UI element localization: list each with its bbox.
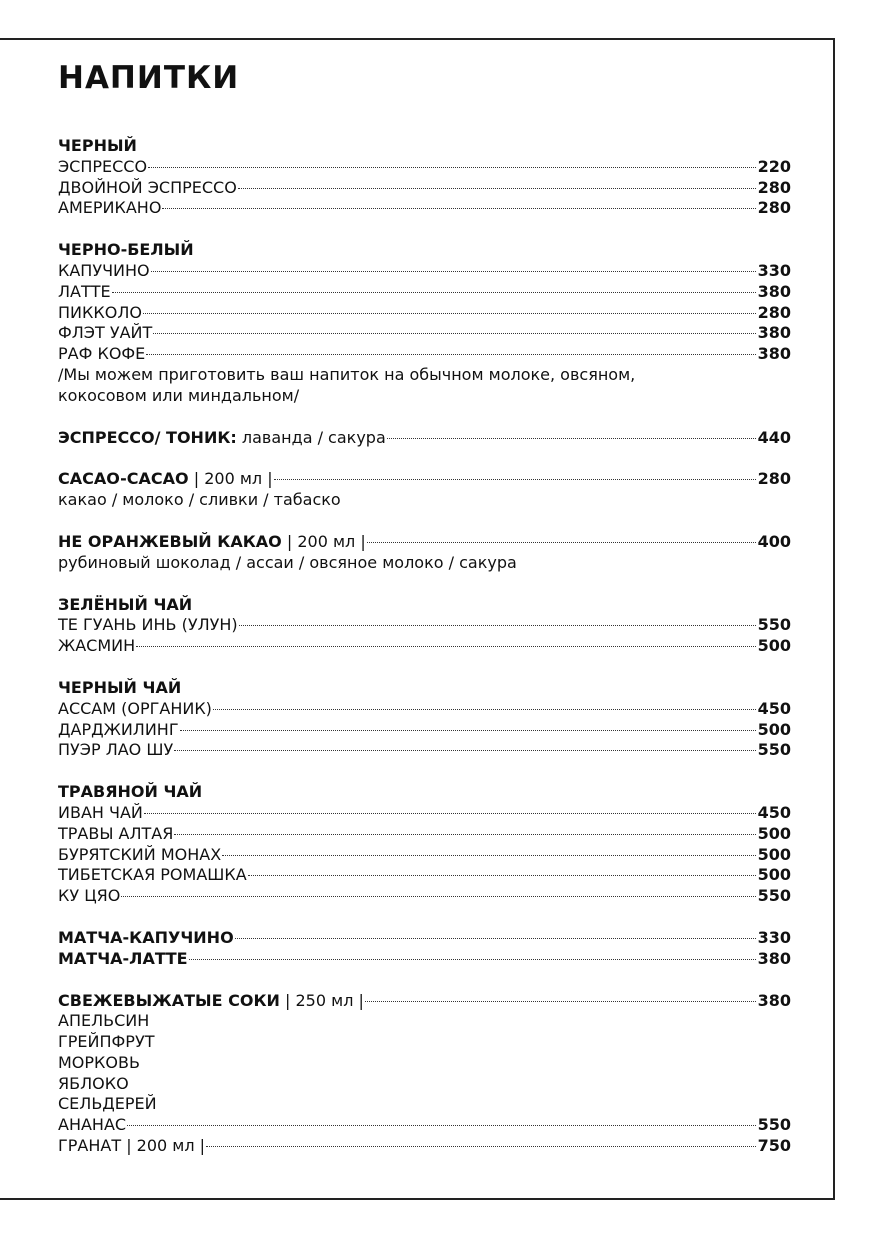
item-name: КАПУЧИНО [58, 260, 150, 280]
menu-item [58, 428, 791, 449]
section-heading: ЧЕРНО-БЕЛЫЙ [58, 240, 194, 260]
item-price: 220 [757, 156, 791, 176]
item-volume: | 200 мл | [281, 531, 366, 551]
menu-item [58, 615, 791, 636]
dot-leader [274, 479, 756, 480]
item-price: 550 [757, 615, 791, 635]
dot-leader [146, 354, 755, 355]
item-name: ТИБЕТСКАЯ РОМАШКА [58, 865, 247, 885]
item-name: ПУЭР ЛАО ШУ [58, 740, 174, 760]
section-juices [58, 991, 791, 1157]
item-label [58, 532, 366, 553]
juice-option: СЕЛЬДЕРЕЙ [58, 1094, 157, 1114]
juice-option: АПЕЛЬСИН [58, 1011, 150, 1031]
item-name: ФЛЭТ УАЙТ [58, 323, 153, 343]
item-price: 380 [757, 323, 791, 343]
dot-leader [189, 959, 756, 960]
item-name: АССАМ (ОРГАНИК) [58, 698, 212, 718]
page-title: НАПИТКИ [58, 60, 240, 96]
item-name: НЕ ОРАНЖЕВЫЙ КАКАО [58, 531, 282, 551]
item-price: 750 [757, 1136, 791, 1156]
item-price: 380 [757, 281, 791, 301]
item-price: 280 [757, 198, 791, 218]
section-black [58, 136, 791, 219]
dot-leader [127, 1125, 756, 1126]
section-heading: ТРАВЯНОЙ ЧАЙ [58, 782, 203, 802]
menu-item [58, 303, 791, 324]
item-price: 280 [757, 302, 791, 322]
item-name: ЭСПРЕССО/ ТОНИК: [58, 427, 237, 447]
item-description: рубиновый шоколад / ассаи / овсяное молоко / сакура [58, 552, 517, 572]
item-price: 500 [757, 844, 791, 864]
dot-leader [112, 292, 756, 293]
section-green-tea [58, 595, 791, 657]
item-label [58, 428, 386, 449]
item-name: ПИККОЛО [58, 302, 142, 322]
item-price: 500 [757, 636, 791, 656]
item-name: ГРАНАТ | 200 мл | [58, 1136, 206, 1156]
menu-item [58, 991, 791, 1012]
dot-leader [162, 208, 755, 209]
item-name: АНАНАС [58, 1115, 127, 1135]
menu-item [58, 928, 791, 949]
item-name: ДАРДЖИЛИНГ [58, 719, 179, 739]
dot-leader [148, 167, 756, 168]
dot-leader [387, 438, 756, 439]
menu-item [58, 740, 791, 761]
menu-item [58, 469, 791, 490]
dot-leader [235, 938, 756, 939]
menu-item [58, 157, 791, 178]
menu-item [58, 1115, 791, 1136]
item-name: КУ ЦЯО [58, 886, 121, 906]
menu-item [58, 344, 791, 365]
item-label [58, 991, 364, 1012]
item-price: 380 [757, 948, 791, 968]
dot-leader [121, 896, 755, 897]
dot-leader [222, 855, 755, 856]
item-price: 500 [757, 865, 791, 885]
item-name: БУРЯТСКИЙ МОНАХ [58, 844, 222, 864]
item-name: АМЕРИКАНО [58, 198, 162, 218]
item-name: СВЕЖЕВЫЖАТЫЕ СОКИ [58, 990, 280, 1010]
item-name: ИВАН ЧАЙ [58, 802, 143, 822]
item-price: 280 [757, 177, 791, 197]
section-heading: ЗЕЛЁНЫЙ ЧАЙ [58, 594, 193, 614]
item-price: 550 [757, 740, 791, 760]
menu-item [58, 261, 791, 282]
item-name: РАФ КОФЕ [58, 344, 146, 364]
section-heading: ЧЕРНЫЙ [58, 136, 137, 155]
item-name: МАТЧА-КАПУЧИНО [58, 927, 234, 947]
menu-item [58, 636, 791, 657]
item-price: 380 [757, 344, 791, 364]
section-matcha [58, 928, 791, 970]
menu-item [58, 178, 791, 199]
dot-leader [206, 1146, 756, 1147]
menu-item [58, 845, 791, 866]
item-price: 380 [757, 990, 791, 1010]
menu-item [58, 699, 791, 720]
menu-item [58, 198, 791, 219]
dot-leader [143, 313, 756, 314]
item-label [58, 469, 273, 490]
section-espresso-tonic [58, 428, 791, 449]
menu-item [58, 532, 791, 553]
menu-item [58, 1136, 791, 1157]
milk-note-line2: кокосовом или миндальном/ [58, 385, 300, 405]
menu-item [58, 886, 791, 907]
item-price: 450 [757, 802, 791, 822]
menu-item [58, 865, 791, 886]
section-cacao [58, 469, 791, 511]
menu-item [58, 282, 791, 303]
item-variants: лаванда / сакура [236, 427, 386, 447]
item-price: 280 [757, 469, 791, 489]
item-name: ЭСПРЕССО [58, 156, 148, 176]
menu-item [58, 824, 791, 845]
item-price: 330 [757, 927, 791, 947]
item-price: 450 [757, 698, 791, 718]
item-price: 330 [757, 260, 791, 280]
item-name: ДВОЙНОЙ ЭСПРЕССО [58, 177, 237, 197]
item-name: ЖАСМИН [58, 636, 136, 656]
menu-content [58, 136, 791, 1178]
dot-leader [144, 813, 756, 814]
juice-option: ЯБЛОКО [58, 1073, 129, 1093]
item-price: 500 [757, 719, 791, 739]
dot-leader [153, 333, 755, 334]
dot-leader [136, 646, 755, 647]
milk-note-line1: /Мы можем приготовить ваш напиток на обычном молоке, овсяном, [58, 364, 636, 384]
item-price: 500 [757, 823, 791, 843]
dot-leader [180, 730, 756, 731]
item-name: ТЕ ГУАНЬ ИНЬ (УЛУН) [58, 615, 238, 635]
dot-leader [365, 1001, 756, 1002]
juice-option: МОРКОВЬ [58, 1052, 140, 1072]
menu-item [58, 323, 791, 344]
item-volume: | 250 мл | [279, 990, 364, 1010]
juice-option: ГРЕЙПФРУТ [58, 1032, 155, 1052]
dot-leader [174, 750, 755, 751]
section-black-tea [58, 678, 791, 761]
menu-item [58, 720, 791, 741]
dot-leader [151, 271, 756, 272]
section-not-orange-cocoa [58, 532, 791, 574]
section-heading: ЧЕРНЫЙ ЧАЙ [58, 677, 182, 697]
item-name: ТРАВЫ АЛТАЯ [58, 823, 174, 843]
menu-item [58, 803, 791, 824]
item-price: 400 [757, 531, 791, 551]
dot-leader [239, 625, 756, 626]
section-black-white [58, 240, 791, 406]
dot-leader [367, 542, 756, 543]
dot-leader [213, 709, 756, 710]
dot-leader [248, 875, 756, 876]
item-price: 440 [757, 427, 791, 447]
item-name: CACAO-CACAO [58, 469, 189, 489]
item-price: 550 [757, 886, 791, 906]
item-description: какао / молоко / сливки / табаско [58, 490, 341, 510]
item-name: МАТЧА-ЛАТТЕ [58, 948, 188, 968]
dot-leader [174, 834, 755, 835]
item-name: ЛАТТЕ [58, 281, 111, 301]
item-price: 550 [757, 1115, 791, 1135]
menu-item [58, 949, 791, 970]
dot-leader [238, 188, 756, 189]
item-volume: | 200 мл | [188, 469, 273, 489]
section-herbal-tea [58, 782, 791, 907]
